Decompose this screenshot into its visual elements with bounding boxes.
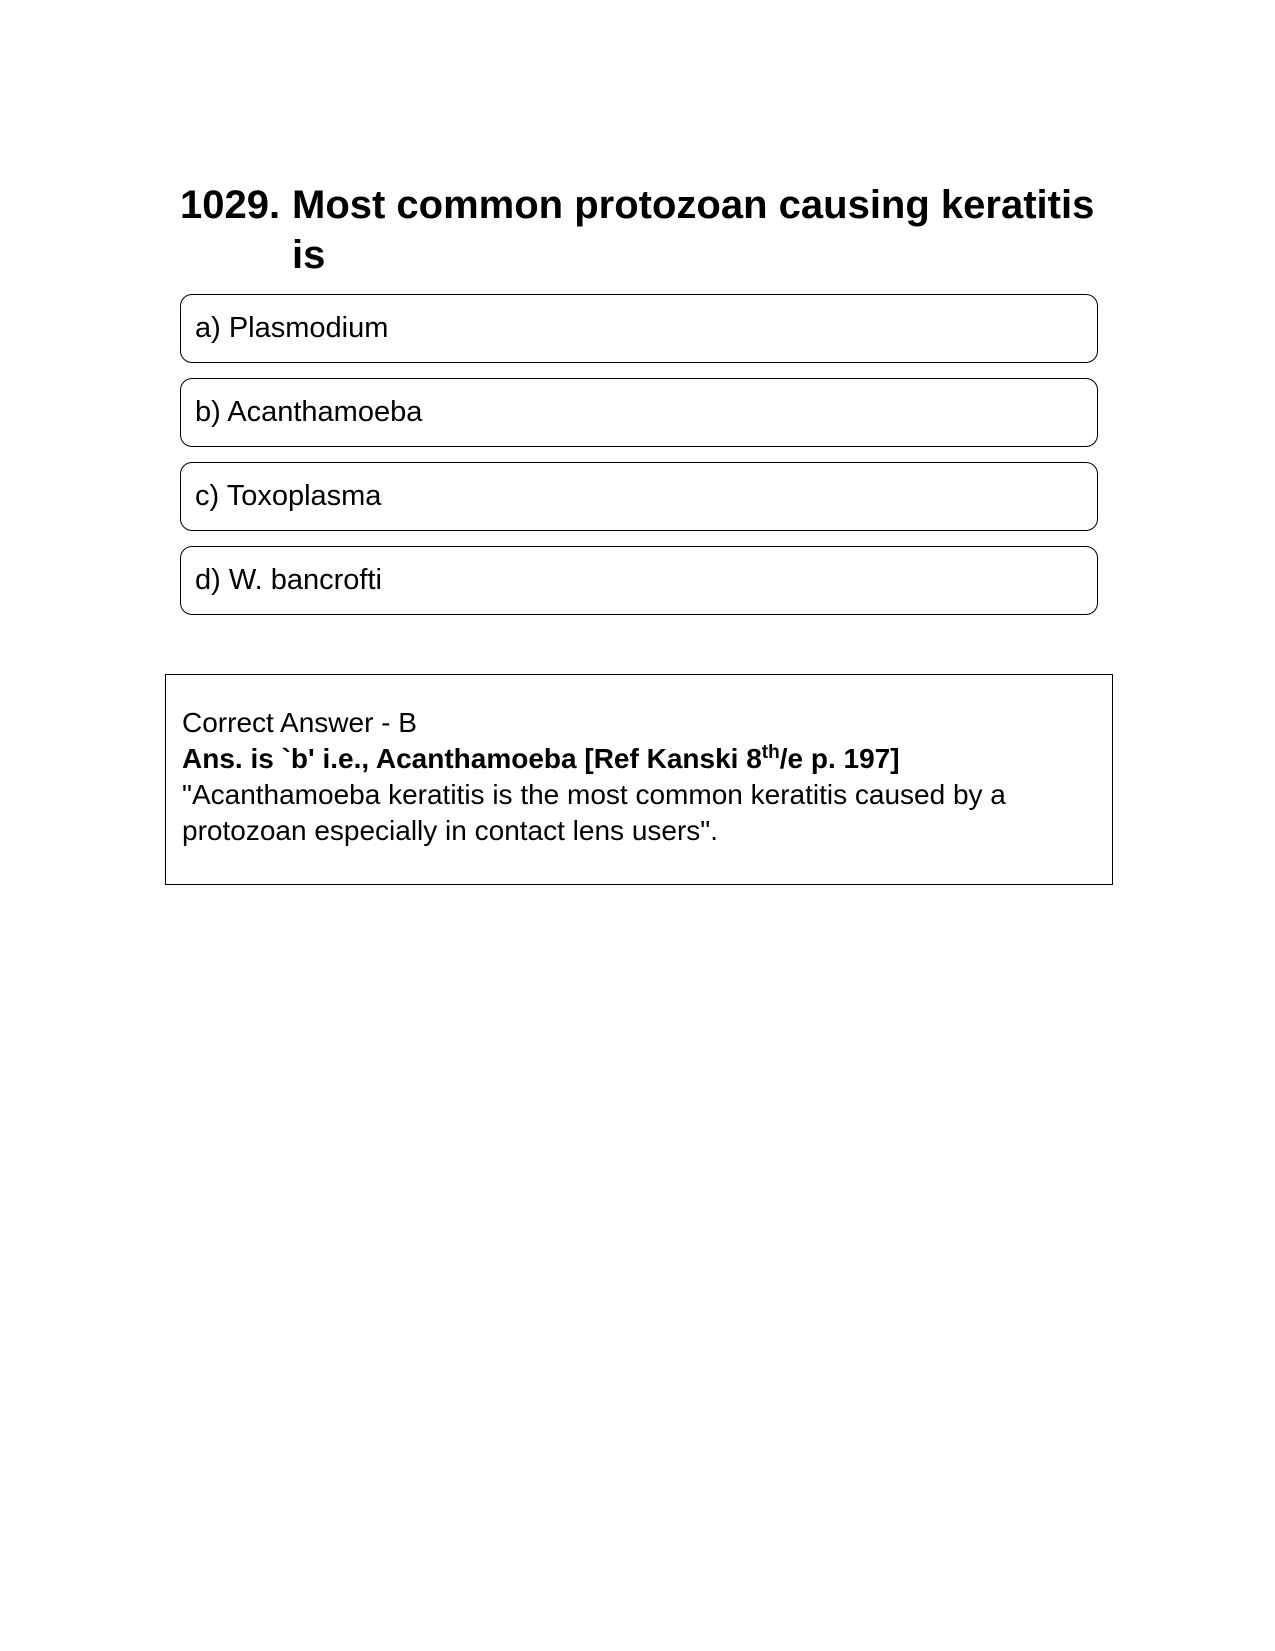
options-list <box>180 294 1098 630</box>
answer-reference-text: Ans. is `b' i.e., Acanthamoeba [Ref Kanski 8 <box>182 743 762 774</box>
answer-reference-page: /e p. 197] <box>779 743 900 774</box>
option-label: d) W. bancrofti <box>195 564 382 596</box>
option-label: c) Toxoplasma <box>195 480 382 512</box>
answer-explanation: "Acanthamoeba keratitis is the most common keratitis caused by a protozoan especially in contact lens users". <box>182 779 1006 846</box>
answer-reference <box>182 741 1096 777</box>
option-c[interactable] <box>180 462 1098 531</box>
option-b[interactable] <box>180 378 1098 447</box>
answer-box <box>165 674 1113 885</box>
correct-answer: Correct Answer - B <box>182 707 417 738</box>
option-d[interactable] <box>180 546 1098 615</box>
edition-superscript: th <box>761 742 780 763</box>
question-heading <box>180 180 1120 280</box>
option-label: a) Plasmodium <box>195 312 389 344</box>
question-text: Most common protozoan causing keratitis is <box>292 183 1095 277</box>
option-label: b) Acanthamoeba <box>195 396 423 428</box>
option-a[interactable] <box>180 294 1098 363</box>
question-number: 1029. <box>180 183 281 227</box>
